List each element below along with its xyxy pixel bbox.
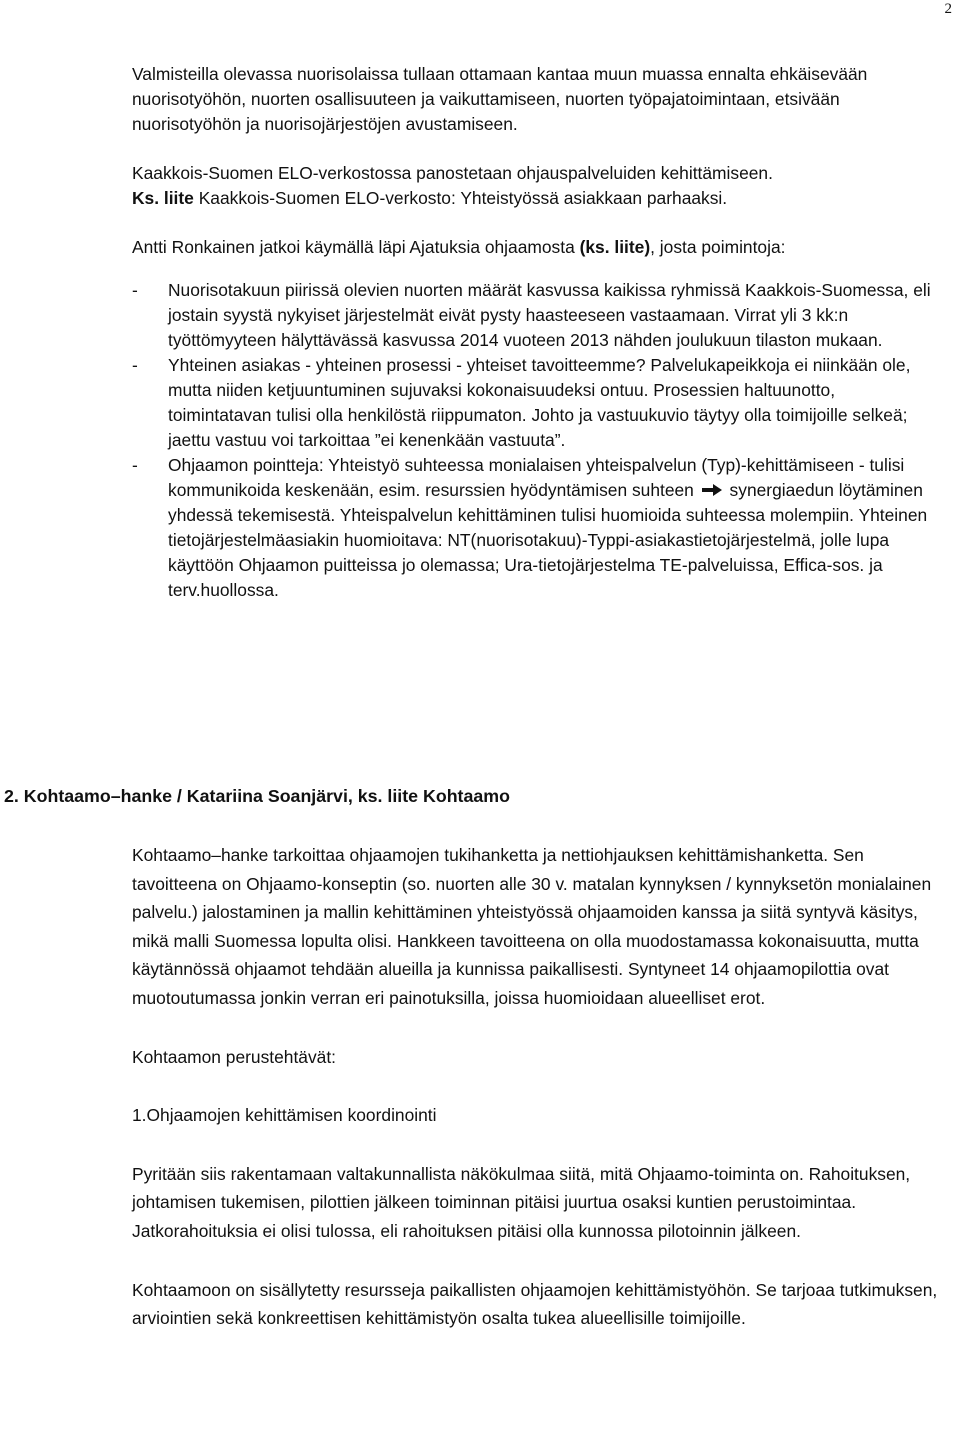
kohtaamo-paragraph: Kohtaamo–hanke tarkoittaa ohjaamojen tukihanketta ja nettiohjauksen kehittämishanketta. Sen tavoitteena on Ohjaamo-konseptin (so. nuorten alle 30 v. matalan kynnyksen / kynnyksetön monialainen palvelu.) jalostaminen ja mallin kehittäminen yhteistyössä ohjaamoiden kanssa ja siitä syntyvä käsitys, mikä malli Suomessa lopulta olisi. Hankkeen tavoitteena on olla muodostamassa kokonaisuutta, mutta käytännössä ohjaamot tehdään alueilla ja kunnissa paikallisesti. Syntyneet 14 ohjaamopilottia ovat muotoutumassa jonkin verran eri painotuksilla, joissa huomioidaan alueelliset erot. [132, 845, 932, 1008]
list-dash: - [132, 455, 138, 475]
elo-text: Kaakkois-Suomen ELO-verkostossa panostetaan ohjauspalveluiden kehittämiseen. [132, 163, 773, 183]
section-1-body [132, 62, 932, 603]
kohtaamo-resources-paragraph: Kohtaamoon on sisällytetty resursseja paikallisten ohjaamojen kehittämistyöhön. Se tarjoaa tutkimuksen, arviointien sekä konkreettisen kehittämistyön osalta tukea alueellisille toimijoille. [132, 1279, 938, 1329]
elo-attachment-title: Kaakkois-Suomen ELO-verkosto: Yhteistyössä asiakkaan parhaaksi. [193, 188, 728, 208]
kohtaamo-tasks-label: Kohtaamon perustehtävät: [132, 1046, 336, 1067]
dash-list [132, 278, 932, 603]
list-item-text: Yhteinen asiakas - yhteinen prosessi - yhteiset tavoitteemme? Palvelukapeikkoja ei niinkään ole, mutta niiden ketjuuntuminen sujuvaksi kokonaisuudeksi ontuu. Prosessien haltuunotto, toimintatavan tulisi olla henkilöstä riippumaton. Johto ja vastuukuvio täytyy olla toimijoille selkeä; jaettu vastuu voi tarkoittaa ”ei kenenkään vastuuta”. [168, 355, 911, 450]
list-item [132, 453, 932, 603]
ronkainen-attachment-ref: (ks. liite) [579, 237, 651, 257]
page-number: 2 [944, 1, 952, 17]
list-item [132, 353, 932, 453]
ronkainen-text-end: , josta poimintoja: [650, 237, 786, 257]
paragraph-elo-network [132, 161, 932, 211]
paragraph-youth-law: Valmisteilla olevassa nuorisolaissa tullaan ottamaan kantaa muun muassa ennalta ehkäisevään nuorisotyöhön, nuorten osallisuuteen ja vaikuttamiseen, nuorten työpajatoimintaan, etsivään nuorisotyöhön ja nuorisojärjestöjen avustamiseen. [132, 64, 868, 134]
kohtaamo-national-paragraph: Pyritään siis rakentamaan valtakunnallista näkökulmaa siitä, mitä Ohjaamo-toiminta on. Rahoituksen, johtamisen tukemisen, pilottien jälkeen toiminnan pitäisi juurtua osaksi kuntien perustoimintaa. Jatkorahoituksia ei olisi tulossa, eli rahoituksen pitäisi olla kunnossa pilotoinnin jälkeen. [132, 1163, 911, 1241]
arrow-right-icon [701, 483, 723, 497]
section-2-heading: 2. Kohtaamo–hanke / Katariina Soanjärvi, ks. liite Kohtaamo [4, 786, 510, 806]
list-dash: - [132, 355, 138, 375]
list-item [132, 278, 932, 353]
list-item-text: Nuorisotakuun piirissä olevien nuorten määrät kasvussa kaikissa ryhmissä Kaakkois-Suomessa, eli jostain syystä nykyiset järjestelmät eivät pysty haasteeseen vastaamaan. Virrat yli 3 kk:n työttömyyteen hälyttävässä kasvussa 2014 vuoteen 2013 nähden joulukuun tilaston mukaan. [168, 280, 931, 350]
kohtaamo-task-1: 1.Ohjaamojen kehittämisen koordinointi [132, 1105, 437, 1126]
list-item-text-cont: synergiaedun löytäminen yhdessä tekemisestä. Yhteispalvelun kehittäminen tulisi huomioida suhteessa molempiin. Yhteinen tietojärjestelmäasiakin huomioitava: NT(nuorisotakuu)-Typpi-asiakastietojärjestelmä, jolle lupa käyttöön Ohjaamon puitteissa jo olemassa; Ura-tietojärjestelma TE-palveluissa, Effica-sos. ja terv.huollossa. [168, 480, 928, 600]
section-2-body [132, 841, 952, 1333]
list-item-text: Ohjaamon pointteja: Yhteistyö suhteessa monialaisen yhteispalvelun (Typ)-kehittämiseen - tulisi kommunikoida keskenään, esim. resurssien hyödyntämisen suhteen [168, 455, 905, 500]
paragraph-ronkainen [132, 235, 932, 260]
list-dash: - [132, 280, 138, 300]
ronkainen-text: Antti Ronkainen jatkoi käymällä läpi Ajatuksia ohjaamosta [132, 237, 580, 257]
elo-attachment-ref: Ks. liite [132, 188, 194, 208]
